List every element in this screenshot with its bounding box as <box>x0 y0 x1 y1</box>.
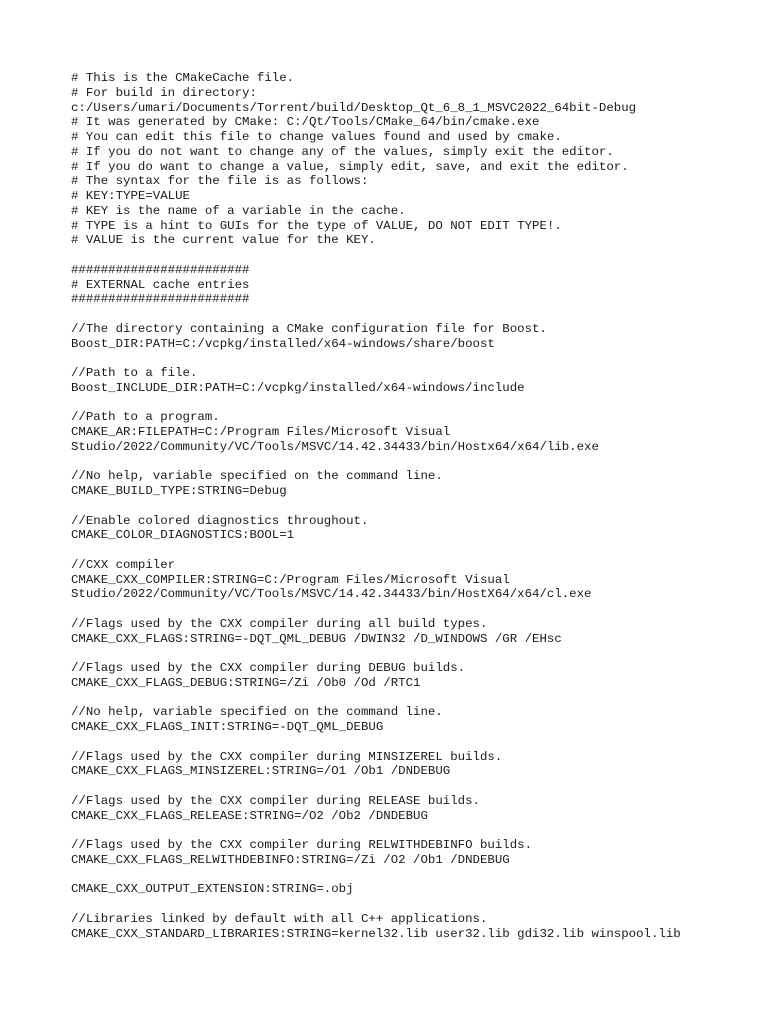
cache-entry-cxx-output-extension <box>71 882 761 897</box>
entry-value: CMAKE_CXX_OUTPUT_EXTENSION:STRING=.obj <box>71 882 354 897</box>
entry-value: Boost_INCLUDE_DIR:PATH=C:/vcpkg/installed/x64-windows/include <box>71 380 525 395</box>
header-comment-line: # For build in directory: <box>71 85 257 100</box>
entry-value: CMAKE_CXX_FLAGS_RELEASE:STRING=/O2 /Ob2 /DNDEBUG <box>71 808 428 823</box>
header-comment-line: # KEY:TYPE=VALUE <box>71 189 190 203</box>
header-comment-line: # It was generated by CMake: C:/Qt/Tools/CMake_64/bin/cmake.exe <box>71 115 540 130</box>
entry-value: CMAKE_CXX_FLAGS_DEBUG:STRING=/Zi /Ob0 /Od /RTC1 <box>71 675 421 690</box>
header-comment-line: # The syntax for the file is as follows: <box>71 174 369 189</box>
entry-value: CMAKE_CXX_FLAGS_INIT:STRING=-DQT_QML_DEBUG <box>71 720 384 734</box>
header-comment-line: # This is the CMakeCache file. <box>71 71 295 85</box>
cache-entry-color-diagnostics <box>71 514 761 544</box>
entry-comment: //CXX compiler <box>71 557 176 572</box>
entry-value-continued: Studio/2022/Community/VC/Tools/MSVC/14.42.34433/bin/HostX64/x64/cl.exe <box>71 587 592 602</box>
entry-value: CMAKE_CXX_COMPILER:STRING=C:/Program Files/Microsoft Visual <box>71 572 510 587</box>
entry-value: CMAKE_CXX_FLAGS_MINSIZEREL:STRING=/O1 /Ob1 /DNDEBUG <box>71 764 451 779</box>
header-comment-block <box>71 71 761 248</box>
cache-entry-cxx-flags <box>71 617 761 647</box>
entry-comment: //Flags used by the CXX compiler during RELEASE builds. <box>71 793 480 808</box>
section-rule-bottom: ######################## <box>71 292 250 307</box>
cache-entry-cxx-flags-debug <box>71 661 761 691</box>
entry-value: CMAKE_COLOR_DIAGNOSTICS:BOOL=1 <box>71 528 295 543</box>
cache-entry-boost-include-dir <box>71 366 761 396</box>
entry-value: CMAKE_CXX_FLAGS:STRING=-DQT_QML_DEBUG /DWIN32 /D_WINDOWS /GR /EHsc <box>71 631 562 646</box>
entry-value-continued: Studio/2022/Community/VC/Tools/MSVC/14.42.34433/bin/Hostx64/x64/lib.exe <box>71 439 599 454</box>
cache-entry-build-type <box>71 469 761 499</box>
header-comment-line: # KEY is the name of a variable in the cache. <box>71 203 406 218</box>
cache-entry-cmake-ar <box>71 410 761 454</box>
entry-comment: //Libraries linked by default with all C++ applications. <box>71 911 488 926</box>
entry-comment: //No help, variable specified on the command line. <box>71 705 443 720</box>
cache-entry-cxx-flags-minsizerel <box>71 750 761 780</box>
cache-entry-cxx-standard-libraries <box>71 912 761 942</box>
header-comment-line: # TYPE is a hint to GUIs for the type of VALUE, DO NOT EDIT TYPE!. <box>71 218 562 233</box>
header-comment-line: # If you do not want to change any of the values, simply exit the editor. <box>71 144 614 159</box>
entry-comment: //Enable colored diagnostics throughout. <box>71 513 369 528</box>
section-rule-top: ######################## <box>71 262 250 277</box>
entry-comment: //Flags used by the CXX compiler during MINSIZEREL builds. <box>71 749 503 764</box>
build-directory-line: c:/Users/umari/Documents/Torrent/build/Desktop_Qt_6_8_1_MSVC2022_64bit-Debug <box>71 100 637 115</box>
document-page <box>71 71 761 956</box>
cache-entry-cxx-flags-relwithdebinfo <box>71 838 761 868</box>
entry-comment: //The directory containing a CMake configuration file for Boost. <box>71 321 547 336</box>
entry-comment: //Flags used by the CXX compiler during DEBUG builds. <box>71 661 466 675</box>
cache-entry-cxx-flags-release <box>71 794 761 824</box>
entry-value: CMAKE_CXX_FLAGS_RELWITHDEBINFO:STRING=/Zi /O2 /Ob1 /DNDEBUG <box>71 852 510 867</box>
entry-comment: //Flags used by the CXX compiler during all build types. <box>71 616 488 631</box>
cache-entry-cxx-flags-init <box>71 705 761 735</box>
entry-value: Boost_DIR:PATH=C:/vcpkg/installed/x64-windows/share/boost <box>71 336 495 351</box>
entry-value: CMAKE_AR:FILEPATH=C:/Program Files/Microsoft Visual <box>71 425 451 439</box>
entry-value: CMAKE_BUILD_TYPE:STRING=Debug <box>71 484 287 498</box>
entry-comment: //Path to a file. <box>71 366 198 380</box>
header-comment-line: # If you do want to change a value, simply edit, save, and exit the editor. <box>71 159 629 174</box>
section-title: # EXTERNAL cache entries <box>71 277 250 292</box>
entry-comment: //No help, variable specified on the command line. <box>71 469 443 484</box>
section-header <box>71 263 761 307</box>
entry-comment: //Flags used by the CXX compiler during RELWITHDEBINFO builds. <box>71 838 533 852</box>
header-comment-line: # You can edit this file to change values found and used by cmake. <box>71 130 562 144</box>
entry-value: CMAKE_CXX_STANDARD_LIBRARIES:STRING=kernel32.lib user32.lib gdi32.lib winspool.lib <box>71 926 681 941</box>
entry-comment: //Path to a program. <box>71 410 220 425</box>
cache-entry-cxx-compiler <box>71 558 761 602</box>
header-comment-line: # VALUE is the current value for the KEY. <box>71 233 376 248</box>
cache-entry-boost-dir <box>71 322 761 352</box>
